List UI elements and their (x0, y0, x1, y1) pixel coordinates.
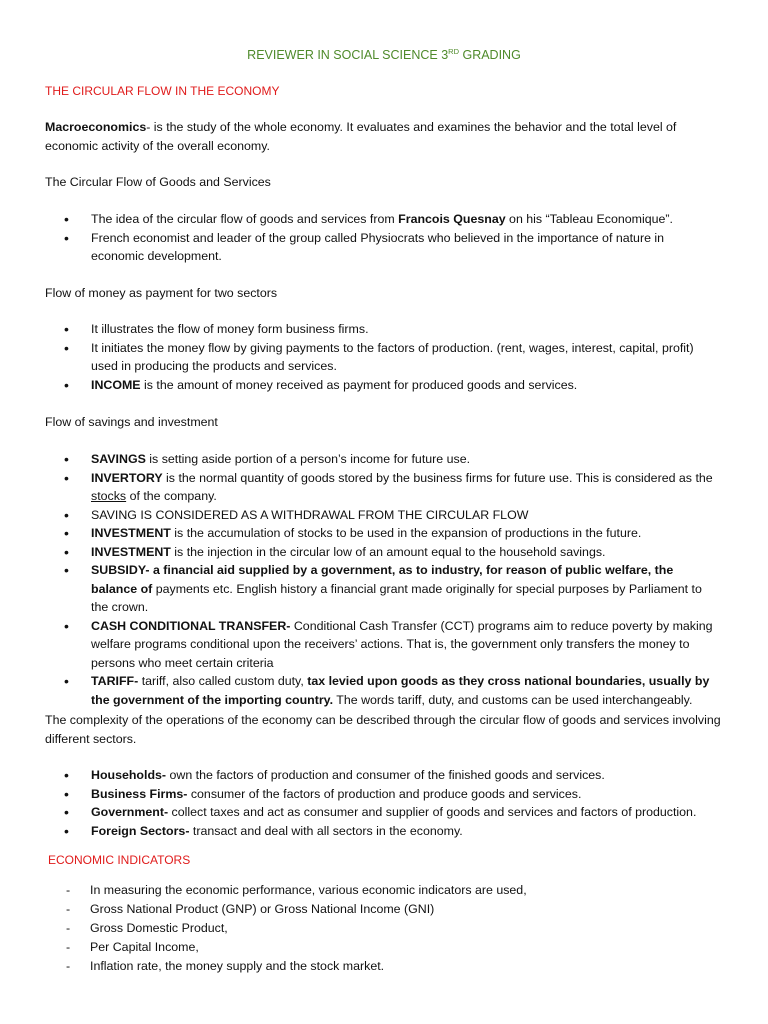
list-item: • INVERTORY is the normal quantity of goods stored by the business firms for future use. This is considered as the stocks of the company. (0, 469, 720, 506)
list-item: • CASH CONDITIONAL TRANSFER- Conditional Cash Transfer (CCT) programs aim to reduce poverty by making welfare programs conditional upon the receivers’ actions. That is, the government only transfers the money to persons who meet certain criteria (0, 617, 720, 673)
list-item: • SAVINGS is setting aside portion of a person’s income for future use. (0, 450, 720, 469)
list-item: • It illustrates the flow of money form business firms. (0, 320, 720, 339)
flow-of-money-subheading: Flow of money as payment for two sectors (45, 286, 278, 300)
circular-flow-list (0, 210, 720, 266)
list-item: • SAVING IS CONSIDERED AS A WITHDRAWAL FROM THE CIRCULAR FLOW (0, 506, 720, 525)
flow-of-money-list (0, 320, 720, 394)
list-item: • Government- collect taxes and act as consumer and supplier of goods and services and factors of production. (0, 803, 720, 822)
complexity-paragraph: The complexity of the operations of the economy can be described through the circular flow of goods and services involving different sectors. (45, 713, 721, 746)
list-item: • Foreign Sectors- transact and deal with all sectors in the economy. (0, 822, 720, 841)
list-item: • French economist and leader of the group called Physiocrats who believed in the importance of nature in economic development. (0, 229, 720, 266)
section-heading-economic-indicators: ECONOMIC INDICATORS (48, 853, 191, 867)
title-superscript: RD (448, 47, 459, 56)
list-item: - Inflation rate, the money supply and the stock market. (0, 957, 720, 976)
macroeconomics-paragraph: Macroeconomics- is the study of the whole economy. It evaluates and examines the behavior and the total level of economic activity of the overall economy. (45, 120, 677, 153)
list-item: • INCOME is the amount of money received as payment for produced goods and services. (0, 376, 720, 395)
list-item: • SUBSIDY- a financial aid supplied by a government, as to industry, for reason of public welfare, the balance of payments etc. English history a financial grant made originally for special purposes by Parliament to the crown. (0, 561, 720, 617)
list-item: • INVESTMENT is the injection in the circular low of an amount equal to the household savings. (0, 543, 720, 562)
circular-flow-subheading: The Circular Flow of Goods and Services (45, 175, 271, 189)
savings-investment-list (0, 450, 720, 709)
list-item: • TARIFF- tariff, also called custom duty, tax levied upon goods as they cross national boundaries, usually by the government of the importing country. The words tariff, duty, and customs can be used interchangeably. (0, 672, 720, 709)
sectors-list (0, 766, 720, 840)
list-item: • Households- own the factors of production and consumer of the finished goods and services. (0, 766, 720, 785)
list-item: • The idea of the circular flow of goods and services from Francois Quesnay on his “Tableau Economique”. (0, 210, 720, 229)
economic-indicators-list (0, 881, 720, 976)
list-item: • Business Firms- consumer of the factors of production and produce goods and services. (0, 785, 720, 804)
list-item: - Per Capital Income, (0, 938, 720, 957)
list-item: • INVESTMENT is the accumulation of stocks to be used in the expansion of productions in the future. (0, 524, 720, 543)
list-item: • It initiates the money flow by giving payments to the factors of production. (rent, wages, interest, capital, profit) used in producing the products and services. (0, 339, 720, 376)
list-item: - In measuring the economic performance, various economic indicators are used, (0, 881, 720, 900)
list-item: - Gross Domestic Product, (0, 919, 720, 938)
document-title: REVIEWER IN SOCIAL SCIENCE 3RD GRADING (247, 47, 521, 62)
savings-investment-subheading: Flow of savings and investment (45, 415, 218, 429)
section-heading-circular-flow: THE CIRCULAR FLOW IN THE ECONOMY (45, 84, 280, 98)
list-item: - Gross National Product (GNP) or Gross National Income (GNI) (0, 900, 720, 919)
macroeconomics-term: Macroeconomics (45, 120, 147, 134)
